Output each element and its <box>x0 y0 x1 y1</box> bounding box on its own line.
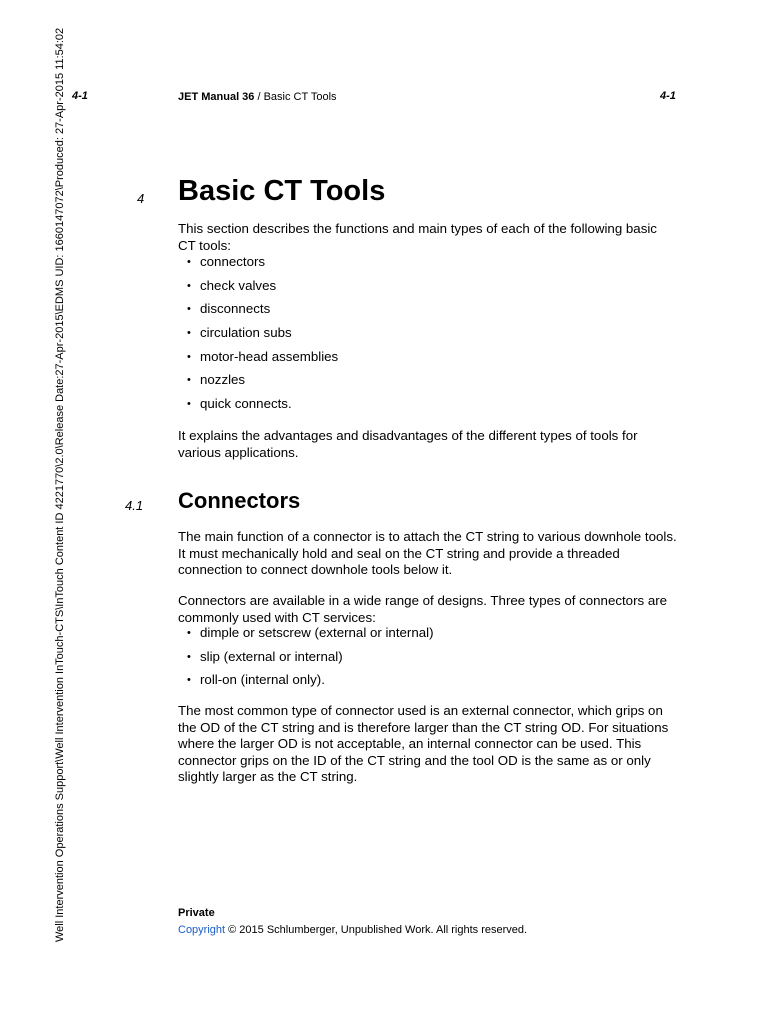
copyright-link[interactable]: Copyright <box>178 924 226 936</box>
closing-paragraph: It explains the advantages and disadvantages of the different types of tools for various applications. <box>178 428 638 460</box>
connectors-paragraph-1: The main function of a connector is to attach the CT string to various downhole tools. It must mechanically hold and seal on the CT string and provide a threaded connection to connect downhole tools below it. <box>178 529 677 578</box>
list-item: • dimple or setscrew (external or internal) <box>178 625 434 649</box>
chapter-name: Basic CT Tools <box>263 91 337 103</box>
document-path-sidebar: Well Intervention Operations Support\Well Intervention InTouch-CTS\InTouch Content ID 4221770\2.0\Release Date:27-Apr-2015\EDMS UID: 1660147072\Produced: 27-Apr-2015 11:54:02 <box>54 27 66 942</box>
header-separator: / <box>254 91 264 103</box>
section-title: Basic CT Tools <box>178 175 386 207</box>
list-item: • slip (external or internal) <box>178 649 434 673</box>
list-item: • connectors <box>178 254 338 278</box>
list-item: • quick connects. <box>178 396 338 420</box>
header-page-number-right: 4-1 <box>660 90 676 102</box>
section-number: 4 <box>137 191 145 206</box>
list-item: • circulation subs <box>178 325 338 349</box>
connectors-paragraph-2: Connectors are available in a wide range of designs. Three types of connectors are commonly used with CT services: <box>178 593 668 625</box>
copyright-line <box>178 924 527 936</box>
subsection-number: 4.1 <box>125 498 144 513</box>
manual-name: JET Manual 36 <box>178 91 255 103</box>
header-page-number-left: 4-1 <box>72 90 88 102</box>
connector-types-list <box>178 625 434 696</box>
list-item: • roll-on (internal only). <box>178 672 434 696</box>
copyright-text: © 2015 Schlumberger, Unpublished Work. All rights reserved. <box>225 924 528 936</box>
list-item: • disconnects <box>178 301 338 325</box>
tools-list <box>178 254 338 420</box>
list-item: • nozzles <box>178 372 338 396</box>
classification-label: Private <box>178 907 215 919</box>
list-item: • check valves <box>178 278 338 302</box>
intro-paragraph: This section describes the functions and main types of each of the following basic CT tools: <box>178 221 657 253</box>
connectors-paragraph-3: The most common type of connector used is an external connector, which grips on the OD of the CT string and is therefore larger than the CT string OD. For situations where the larger OD is not acceptable, an internal connector can be used. This connector grips on the ID of the CT string and the tool OD is the same as or only slightly larger as the CT string. <box>178 703 669 785</box>
running-header <box>178 91 337 103</box>
list-item: • motor-head assemblies <box>178 349 338 373</box>
subsection-title: Connectors <box>178 488 301 513</box>
